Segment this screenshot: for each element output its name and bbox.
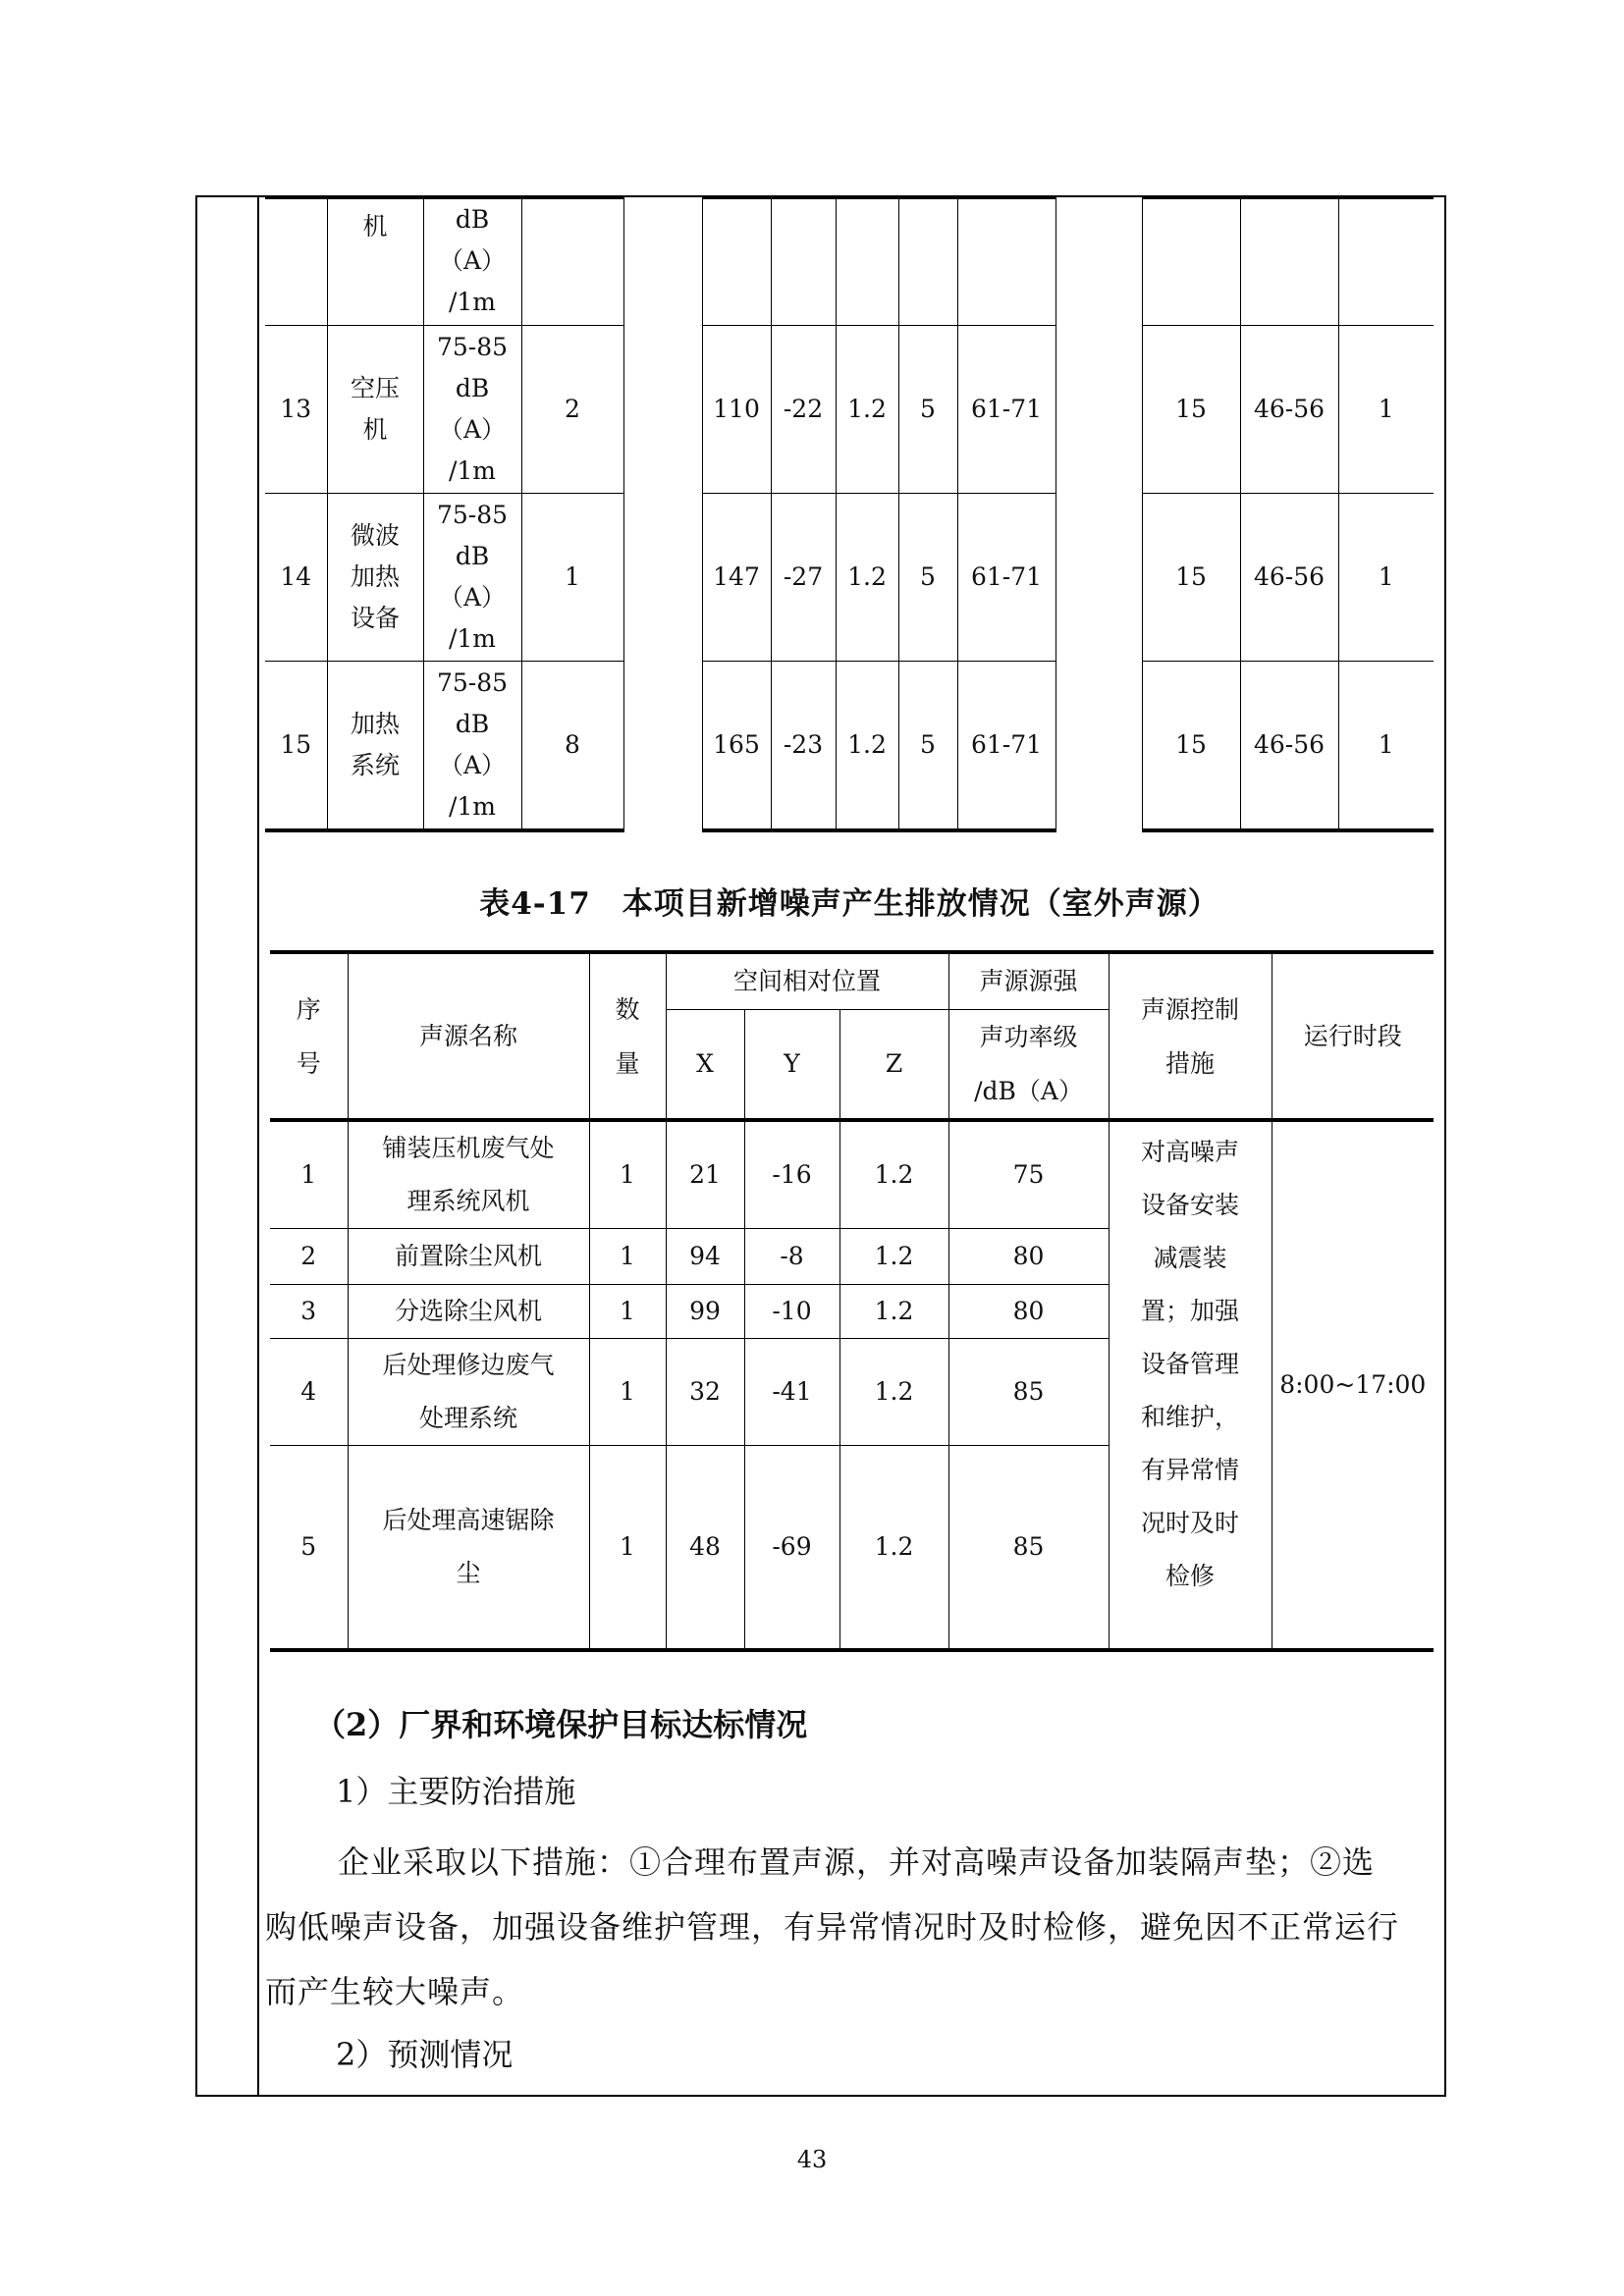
cell-qty: 8 xyxy=(521,662,623,831)
cell-qty: 1 xyxy=(589,1285,666,1339)
cell-x: 110 xyxy=(702,326,771,494)
cell-dist: 15 xyxy=(1142,326,1240,494)
header-power: 声功率级 /dB（A） xyxy=(948,1010,1109,1121)
paragraph-measures: 企业采取以下措施：①合理布置声源，并对高噪声设备加装隔声垫；②选购低噪声设备，加强设备维护管理，有异常情况时及时检修，避免因不正常运行而产生较大噪声。 xyxy=(265,1843,1400,2010)
cell-ind: 1 xyxy=(1338,326,1434,494)
header-name: 声源名称 xyxy=(348,952,589,1120)
cell-name: 空压 机 xyxy=(327,326,423,494)
cell-z: 1.2 xyxy=(839,1285,948,1339)
cell-y: -41 xyxy=(744,1339,839,1446)
cell-x: 99 xyxy=(666,1285,744,1339)
header-position: 空间相对位置 xyxy=(666,952,948,1010)
cell-ind: 1 xyxy=(1338,662,1434,831)
cell-no: 5 xyxy=(270,1446,348,1651)
cell-name: 后处理高速锯除 尘 xyxy=(348,1446,589,1651)
table-row xyxy=(265,494,1434,662)
cell-name: 铺装压机废气处 理系统风机 xyxy=(348,1120,589,1229)
cell-r: 5 xyxy=(898,494,957,662)
cell-x: 165 xyxy=(702,662,771,831)
cell-z: 1.2 xyxy=(839,1229,948,1285)
cell-power: 80 xyxy=(948,1285,1109,1339)
cell-y: -23 xyxy=(771,662,836,831)
cell-no: 15 xyxy=(265,662,327,831)
table-row xyxy=(265,197,1434,326)
cell-ind xyxy=(1338,197,1434,326)
cell-name: 前置除尘风机 xyxy=(348,1229,589,1285)
cell-dist xyxy=(1142,197,1240,326)
cell-lp: 61-71 xyxy=(957,326,1056,494)
cell-y: -27 xyxy=(771,494,836,662)
cell-z: 1.2 xyxy=(839,1339,948,1446)
cell-x xyxy=(702,197,771,326)
page-number: 43 xyxy=(796,2146,828,2173)
cell-x: 147 xyxy=(702,494,771,662)
table-row xyxy=(265,326,1434,494)
cell-no: 4 xyxy=(270,1339,348,1446)
cell-qty: 1 xyxy=(589,1446,666,1651)
header-y: Y xyxy=(744,1010,839,1121)
cell-blank xyxy=(623,197,702,830)
table-row xyxy=(270,1120,1434,1229)
cell-name: 后处理修边废气 处理系统 xyxy=(348,1339,589,1446)
header-time: 运行时段 xyxy=(1272,952,1434,1120)
cell-lp: 61-71 xyxy=(957,662,1056,831)
cell-power: 85 xyxy=(948,1339,1109,1446)
cell-no: 13 xyxy=(265,326,327,494)
cell-level: 75-85 dB （A） /1m xyxy=(423,494,521,662)
cell-name: 分选除尘风机 xyxy=(348,1285,589,1339)
section-title: （2）厂界和环境保护目标达标情况 xyxy=(314,1706,808,1743)
cell-no: 1 xyxy=(270,1120,348,1229)
subsection-prediction: 2）预测情况 xyxy=(336,2036,514,2073)
cell-qty: 2 xyxy=(521,326,623,494)
cell-ind: 1 xyxy=(1338,494,1434,662)
cell-operating-time: 8:00~17:00 xyxy=(1272,1120,1434,1650)
cell-after xyxy=(1240,197,1338,326)
cell-power: 85 xyxy=(948,1446,1109,1651)
header-control: 声源控制 措施 xyxy=(1109,952,1272,1120)
cell-y: -8 xyxy=(744,1229,839,1285)
cell-level: 75-85 dB （A） /1m xyxy=(423,662,521,831)
cell-power: 75 xyxy=(948,1120,1109,1229)
cell-name: 微波 加热 设备 xyxy=(327,494,423,662)
cell-qty xyxy=(521,197,623,326)
cell-qty: 1 xyxy=(589,1120,666,1229)
cell-no: 14 xyxy=(265,494,327,662)
cell-z: 1.2 xyxy=(836,326,898,494)
cell-z: 1.2 xyxy=(836,662,898,831)
subsection-measures: 1）主要防治措施 xyxy=(336,1773,576,1810)
table-row xyxy=(265,662,1434,831)
cell-y: -22 xyxy=(771,326,836,494)
cell-x: 94 xyxy=(666,1229,744,1285)
cell-y: -69 xyxy=(744,1446,839,1651)
cell-y: -16 xyxy=(744,1120,839,1229)
indoor-noise-table-continued xyxy=(265,195,1434,832)
cell-z: 1.2 xyxy=(836,494,898,662)
cell-after: 46-56 xyxy=(1240,326,1338,494)
cell-level: dB （A） /1m xyxy=(423,197,521,326)
cell-no: 3 xyxy=(270,1285,348,1339)
cell-after: 46-56 xyxy=(1240,662,1338,831)
header-strength: 声源源强 xyxy=(948,952,1109,1010)
cell-no xyxy=(265,197,327,326)
cell-x: 32 xyxy=(666,1339,744,1446)
header-x: X xyxy=(666,1010,744,1121)
cell-r xyxy=(898,197,957,326)
cell-qty: 1 xyxy=(589,1229,666,1285)
cell-name: 机 xyxy=(327,197,423,326)
cell-z: 1.2 xyxy=(839,1120,948,1229)
table-caption: 表4-17 本项目新增噪声产生排放情况（室外声源） xyxy=(479,886,1219,922)
cell-x: 21 xyxy=(666,1120,744,1229)
frame-divider xyxy=(257,195,259,2097)
cell-dist: 15 xyxy=(1142,662,1240,831)
cell-z xyxy=(836,197,898,326)
header-qty: 数 量 xyxy=(589,952,666,1120)
cell-name: 加热 系统 xyxy=(327,662,423,831)
outdoor-noise-table xyxy=(270,950,1434,1652)
cell-lp: 61-71 xyxy=(957,494,1056,662)
cell-dist: 15 xyxy=(1142,494,1240,662)
cell-qty: 1 xyxy=(589,1339,666,1446)
cell-power: 80 xyxy=(948,1229,1109,1285)
header-no: 序 号 xyxy=(270,952,348,1120)
cell-r: 5 xyxy=(898,326,957,494)
cell-lp xyxy=(957,197,1056,326)
cell-y xyxy=(771,197,836,326)
cell-z: 1.2 xyxy=(839,1446,948,1651)
cell-no: 2 xyxy=(270,1229,348,1285)
cell-r: 5 xyxy=(898,662,957,831)
cell-after: 46-56 xyxy=(1240,494,1338,662)
header-z: Z xyxy=(839,1010,948,1121)
cell-control-measures: 对高噪声 设备安装 减震装 置；加强 设备管理 和维护， 有异常情 况时及时 检修 xyxy=(1109,1120,1272,1650)
cell-qty: 1 xyxy=(521,494,623,662)
cell-x: 48 xyxy=(666,1446,744,1651)
cell-y: -10 xyxy=(744,1285,839,1339)
header-row xyxy=(270,952,1434,1010)
cell-level: 75-85 dB （A） /1m xyxy=(423,326,521,494)
cell-blank xyxy=(1056,197,1142,830)
